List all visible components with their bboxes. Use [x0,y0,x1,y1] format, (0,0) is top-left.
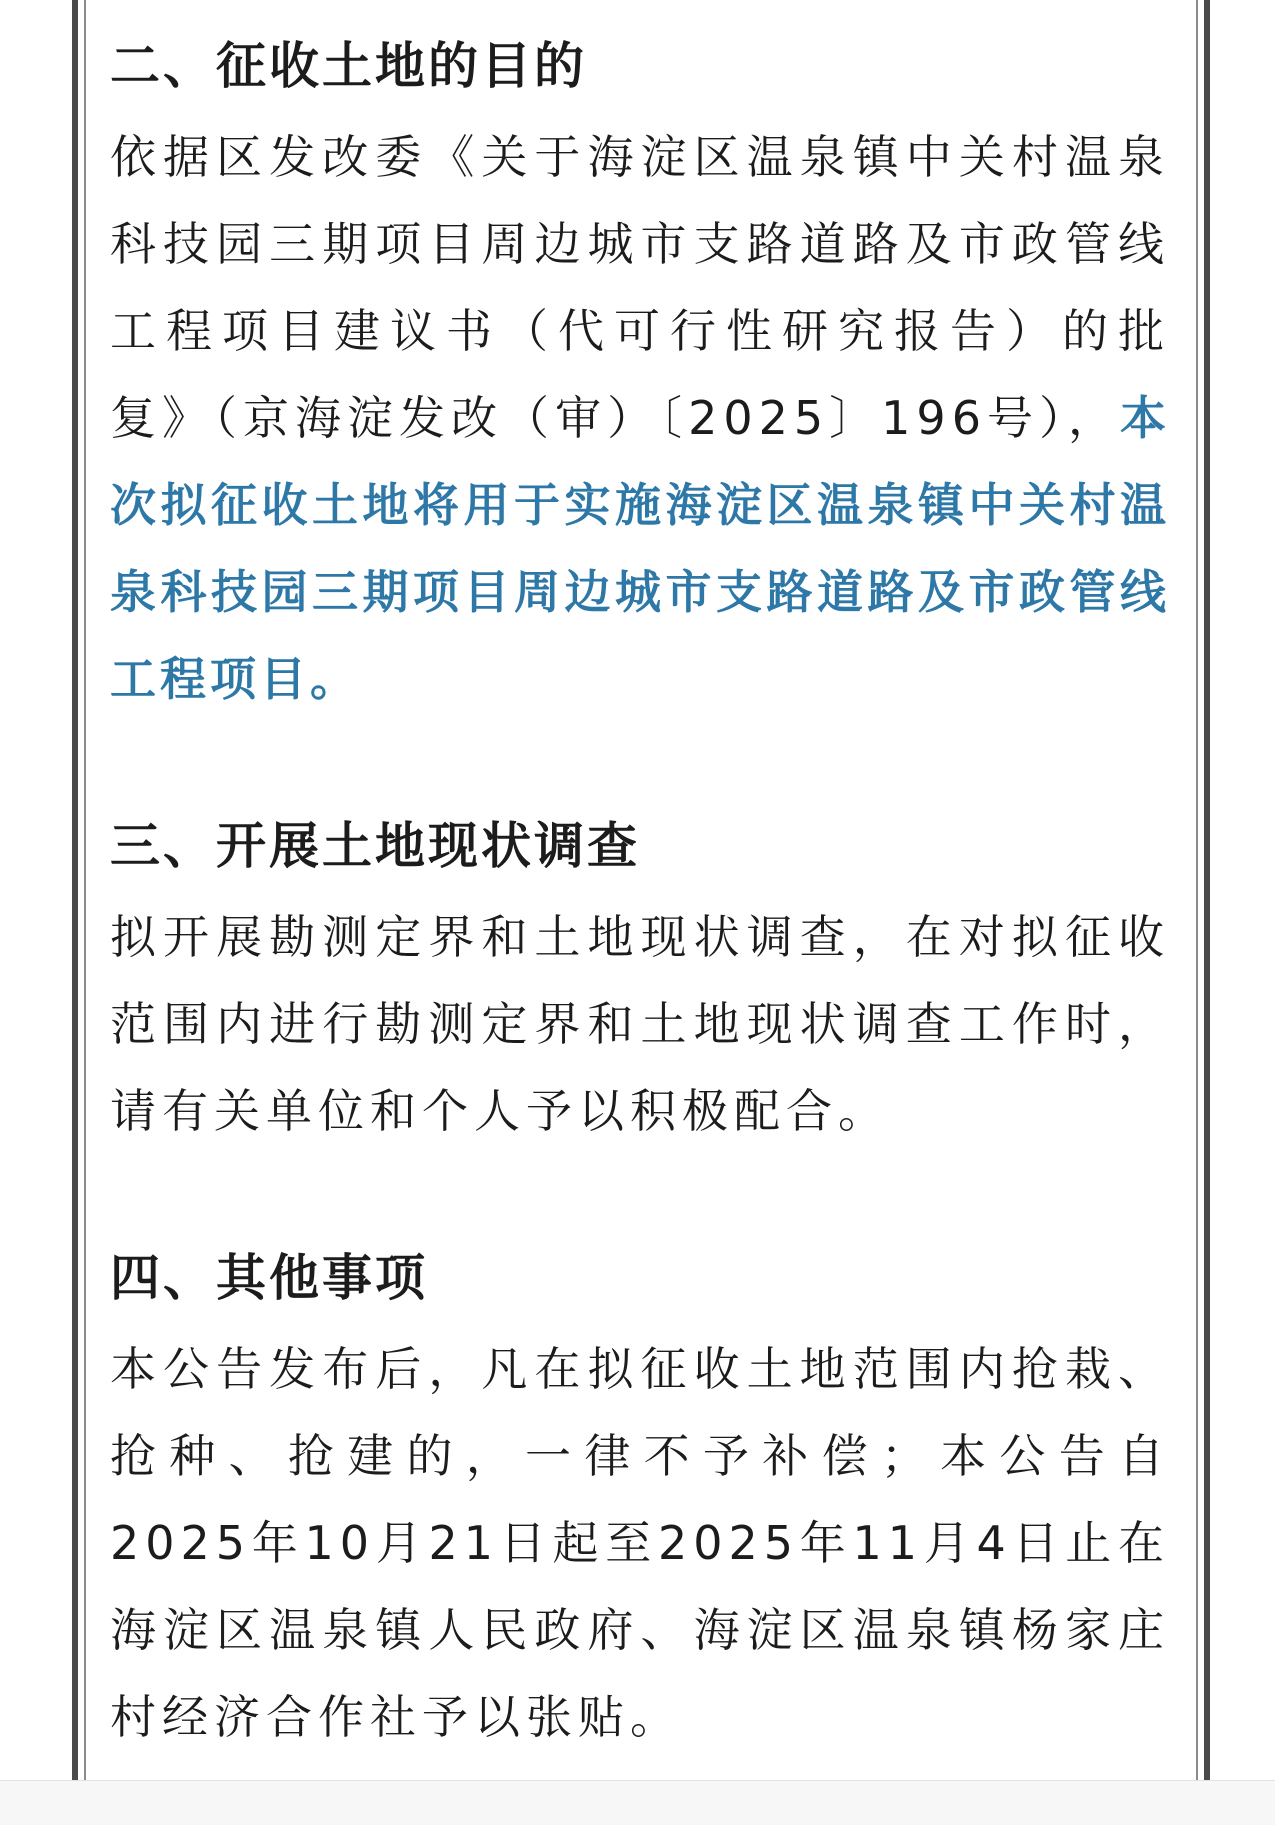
section-purpose [110,18,1170,723]
frame-border-outer-right [1204,0,1210,1780]
section-heading: 二、征收土地的目的 [110,37,587,95]
section-paragraph [110,114,1170,723]
section-heading: 四、其他事项 [110,1249,428,1307]
section-other-matters [110,1230,1170,1761]
frame-border-outer-left [72,0,78,1780]
section-paragraph: 本公告发布后，凡在拟征收土地范围内抢栽、抢种、抢建的，一律不予补偿；本公告自2025年10月21日起至2025年11月4日止在海淀区温泉镇人民政府、海淀区温泉镇杨家庄村经济合作社予以张贴。 [110,1342,1170,1744]
notice-content [110,18,1170,1825]
bottom-toolbar [0,1780,1275,1825]
section-survey [110,798,1170,1155]
frame-border-inner-left [84,0,86,1780]
section-paragraph: 拟开展勘测定界和土地现状调查，在对拟征收范围内进行勘测定界和土地现状调查工作时，请有关单位和个人予以积极配合。 [110,910,1170,1138]
paragraph-text: 依据区发改委《关于海淀区温泉镇中关村温泉科技园三期项目周边城市支路道路及市政管线工程项目建议书（代可行性研究报告）的批复》（京海淀发改（审）〔2025〕196号）， [110,130,1170,445]
highlighted-text: 本次拟征收土地将用于实施海淀区温泉镇中关村温泉科技园三期项目周边城市支路道路及市政管线工程项目。 [110,391,1170,706]
section-heading: 三、开展土地现状调查 [110,817,640,875]
frame-border-inner-right [1196,0,1198,1780]
